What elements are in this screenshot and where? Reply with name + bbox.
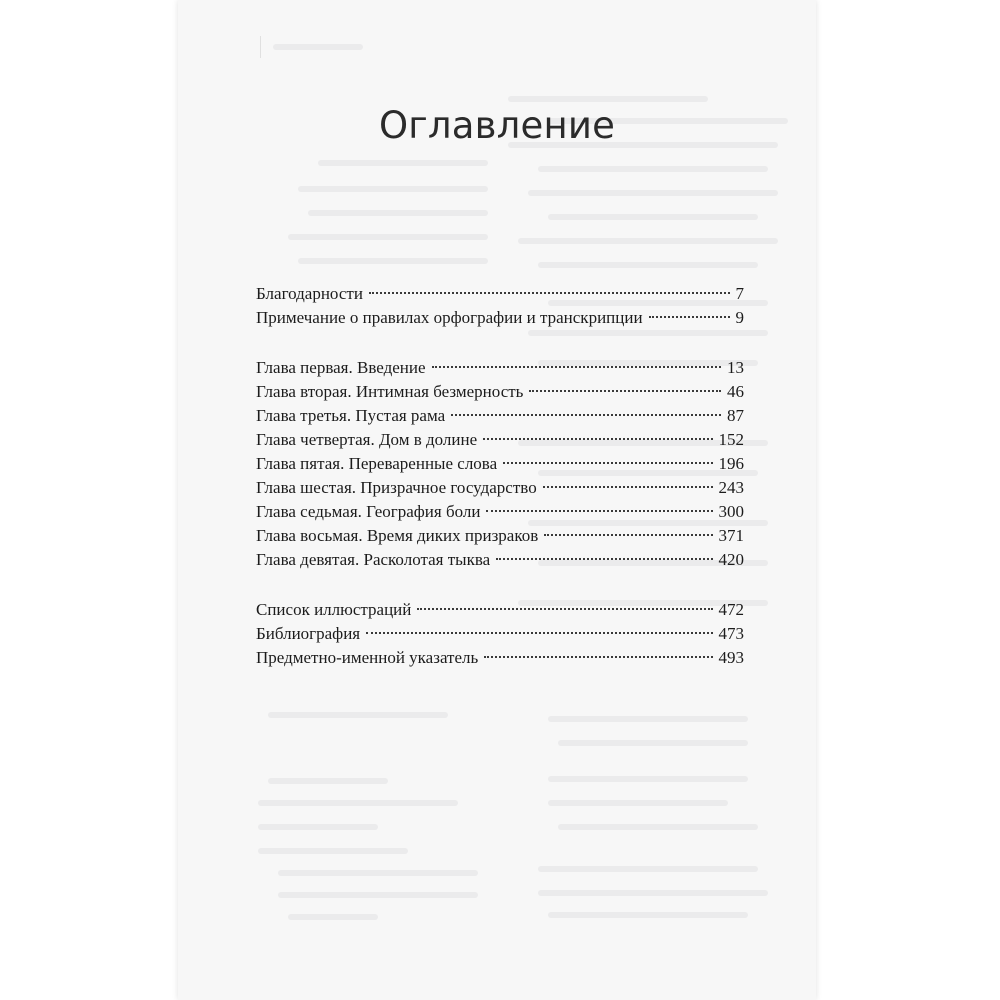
- bleed-through-line: [318, 160, 488, 166]
- bleed-through-line: [518, 238, 778, 244]
- bleed-through-line: [273, 44, 363, 50]
- toc-entry-page-number: 300: [718, 502, 744, 521]
- toc-entry: [256, 476, 744, 500]
- bleed-through-line: [298, 186, 488, 192]
- toc-entry: [256, 380, 744, 404]
- dot-leader: [649, 316, 730, 318]
- toc-entry-title: Глава пятая. Переваренные слова: [256, 454, 498, 473]
- bleed-through-line: [258, 800, 458, 806]
- bleed-through-line: [278, 892, 478, 898]
- toc-entry-page-number: 152: [718, 430, 744, 449]
- bleed-through-line: [508, 96, 708, 102]
- dot-leader: [432, 366, 721, 368]
- table-of-contents: [256, 282, 744, 670]
- dot-leader: [496, 558, 712, 560]
- bleed-through-line: [548, 214, 758, 220]
- dot-leader: [503, 462, 712, 464]
- bleed-through-line: [268, 778, 388, 784]
- toc-entry-title: Благодарности: [256, 284, 363, 303]
- toc-entry-page-number: 473: [718, 624, 744, 643]
- dot-leader: [544, 534, 712, 536]
- toc-entry: [256, 282, 744, 306]
- bleed-through-line: [538, 166, 768, 172]
- dot-leader: [529, 390, 721, 392]
- toc-entry: [256, 524, 744, 548]
- toc-entry-title: Глава седьмая. География боли: [256, 502, 481, 521]
- toc-entry-title: Глава первая. Введение: [256, 358, 426, 377]
- bleed-through-line: [288, 234, 488, 240]
- bleed-through-line: [558, 824, 758, 830]
- toc-entry-page-number: 87: [727, 406, 744, 425]
- toc-group: [256, 356, 744, 572]
- toc-entry: [256, 404, 744, 428]
- toc-entry: [256, 598, 744, 622]
- toc-entry: [256, 452, 744, 476]
- toc-entry-title: Глава четвертая. Дом в долине: [256, 430, 478, 449]
- toc-entry-page-number: 420: [718, 550, 744, 569]
- bleed-through-line: [538, 890, 768, 896]
- bleed-through-line: [548, 776, 748, 782]
- dot-leader: [451, 414, 721, 416]
- toc-entry-page-number: 472: [718, 600, 744, 619]
- toc-entry-title: Примечание о правилах орфографии и транскрипции: [256, 308, 643, 327]
- toc-entry: [256, 500, 744, 524]
- dot-leader: [369, 292, 730, 294]
- bleed-through-line: [558, 740, 748, 746]
- bleed-through-line: [258, 824, 378, 830]
- toc-entry-title: Библиография: [256, 624, 361, 643]
- toc-entry-page-number: 7: [735, 284, 744, 303]
- bleed-through-line: [308, 210, 488, 216]
- toc-entry: [256, 428, 744, 452]
- toc-entry-title: Список иллюстраций: [256, 600, 412, 619]
- dot-leader: [486, 510, 712, 512]
- toc-entry-page-number: 371: [718, 526, 744, 545]
- toc-entry: [256, 306, 744, 330]
- bleed-through-line: [528, 190, 778, 196]
- toc-entry-title: Глава третья. Пустая рама: [256, 406, 446, 425]
- toc-entry-page-number: 196: [718, 454, 744, 473]
- bleed-through-rule: [260, 36, 261, 58]
- toc-entry-page-number: 243: [718, 478, 744, 497]
- toc-entry: [256, 622, 744, 646]
- toc-entry-title: Глава девятая. Расколотая тыква: [256, 550, 491, 569]
- dot-leader: [543, 486, 713, 488]
- bleed-through-line: [268, 712, 448, 718]
- bleed-through-line: [548, 716, 748, 722]
- toc-entry: [256, 356, 744, 380]
- bleed-through-line: [298, 258, 488, 264]
- book-page: [178, 0, 816, 1000]
- bleed-through-line: [548, 912, 748, 918]
- toc-entry-page-number: 13: [727, 358, 744, 377]
- toc-group: [256, 282, 744, 330]
- toc-entry-page-number: 46: [727, 382, 744, 401]
- bleed-through-line: [548, 800, 728, 806]
- toc-entry-title: Глава вторая. Интимная безмерность: [256, 382, 524, 401]
- toc-entry-page-number: 493: [718, 648, 744, 667]
- dot-leader: [417, 608, 712, 610]
- dot-leader: [366, 632, 712, 634]
- bleed-through-line: [288, 914, 378, 920]
- bleed-through-line: [538, 262, 758, 268]
- toc-entry-title: Предметно-именной указатель: [256, 648, 479, 667]
- toc-entry-page-number: 9: [735, 308, 744, 327]
- dot-leader: [484, 656, 712, 658]
- toc-entry-title: Глава восьмая. Время диких призраков: [256, 526, 539, 545]
- bleed-through-line: [278, 870, 478, 876]
- dot-leader: [483, 438, 712, 440]
- bleed-through-line: [538, 866, 758, 872]
- bleed-through-line: [258, 848, 408, 854]
- toc-entry: [256, 548, 744, 572]
- page-title: Оглавление: [378, 104, 616, 147]
- toc-entry-title: Глава шестая. Призрачное государство: [256, 478, 537, 497]
- toc-entry: [256, 646, 744, 670]
- toc-group: [256, 598, 744, 670]
